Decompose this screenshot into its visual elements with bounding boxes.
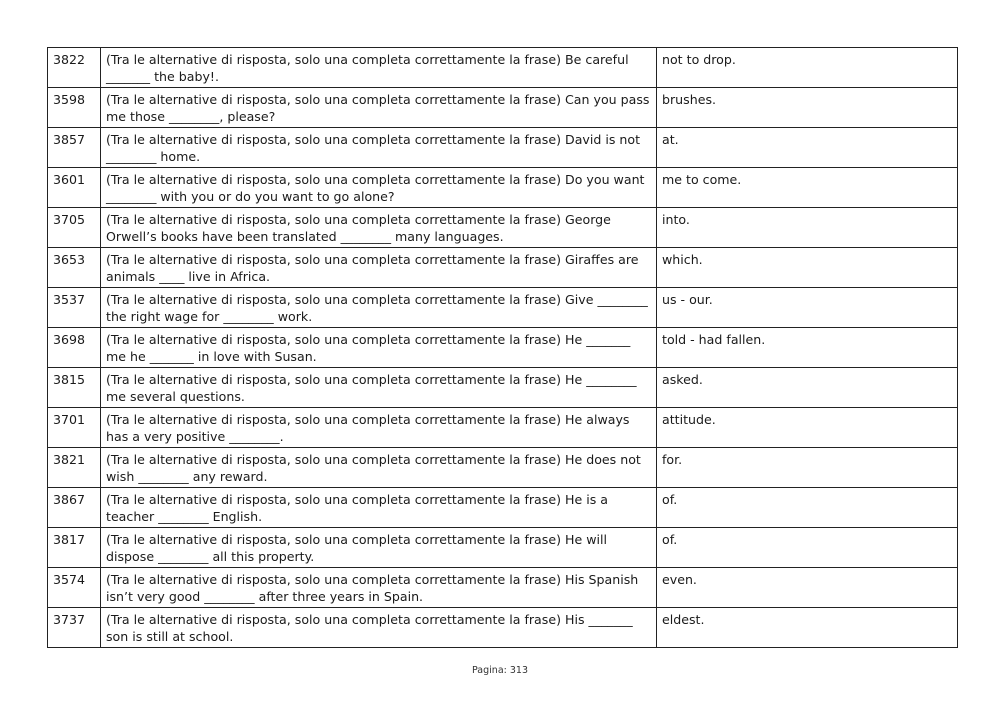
answer-cell: brushes. <box>657 88 958 128</box>
table-row <box>48 408 958 448</box>
question-text-cell: (Tra le alternative di risposta, solo una completa correttamente la frase) His Spanish isn’t very good ________ after three years in Spain. <box>101 568 657 608</box>
question-id-cell: 3574 <box>48 568 101 608</box>
question-id-cell: 3737 <box>48 608 101 648</box>
answer-cell: into. <box>657 208 958 248</box>
question-text-cell: (Tra le alternative di risposta, solo una completa correttamente la frase) He is a teacher ________ English. <box>101 488 657 528</box>
table-row <box>48 448 958 488</box>
question-id-cell: 3821 <box>48 448 101 488</box>
page-number: Pagina: 313 <box>472 665 528 676</box>
quiz-table <box>47 47 958 648</box>
question-text-cell: (Tra le alternative di risposta, solo una completa correttamente la frase) George Orwell’s books have been translated ________ many languages. <box>101 208 657 248</box>
question-text-cell: (Tra le alternative di risposta, solo una completa correttamente la frase) He does not wish ________ any reward. <box>101 448 657 488</box>
table-row <box>48 88 958 128</box>
answer-cell: of. <box>657 488 958 528</box>
table-row <box>48 168 958 208</box>
answer-cell: not to drop. <box>657 48 958 88</box>
question-text-cell: (Tra le alternative di risposta, solo una completa correttamente la frase) He ________ me several questions. <box>101 368 657 408</box>
question-text-cell: (Tra le alternative di risposta, solo una completa correttamente la frase) Give ________ the right wage for ________ work. <box>101 288 657 328</box>
answer-cell: eldest. <box>657 608 958 648</box>
question-text-cell: (Tra le alternative di risposta, solo una completa correttamente la frase) He always has a very positive ________. <box>101 408 657 448</box>
question-text-cell: (Tra le alternative di risposta, solo una completa correttamente la frase) Be careful _______ the baby!. <box>101 48 657 88</box>
question-text-cell: (Tra le alternative di risposta, solo una completa correttamente la frase) He _______ me he _______ in love with Susan. <box>101 328 657 368</box>
question-text-cell: (Tra le alternative di risposta, solo una completa correttamente la frase) Giraffes are animals ____ live in Africa. <box>101 248 657 288</box>
table-row <box>48 368 958 408</box>
table-row <box>48 248 958 288</box>
question-id-cell: 3537 <box>48 288 101 328</box>
answer-cell: which. <box>657 248 958 288</box>
answer-cell: attitude. <box>657 408 958 448</box>
question-id-cell: 3653 <box>48 248 101 288</box>
question-id-cell: 3601 <box>48 168 101 208</box>
answer-cell: of. <box>657 528 958 568</box>
quiz-table-body <box>48 48 958 648</box>
question-text-cell: (Tra le alternative di risposta, solo una completa correttamente la frase) He will dispose ________ all this property. <box>101 528 657 568</box>
table-row <box>48 328 958 368</box>
table-row <box>48 608 958 648</box>
question-id-cell: 3822 <box>48 48 101 88</box>
table-row <box>48 528 958 568</box>
table-row <box>48 568 958 608</box>
question-id-cell: 3867 <box>48 488 101 528</box>
question-text-cell: (Tra le alternative di risposta, solo una completa correttamente la frase) David is not ________ home. <box>101 128 657 168</box>
table-row <box>48 128 958 168</box>
answer-cell: told - had fallen. <box>657 328 958 368</box>
question-id-cell: 3701 <box>48 408 101 448</box>
answer-cell: for. <box>657 448 958 488</box>
table-row <box>48 48 958 88</box>
question-text-cell: (Tra le alternative di risposta, solo una completa correttamente la frase) Can you pass me those ________, please? <box>101 88 657 128</box>
answer-cell: me to come. <box>657 168 958 208</box>
question-text-cell: (Tra le alternative di risposta, solo una completa correttamente la frase) His _______ son is still at school. <box>101 608 657 648</box>
question-id-cell: 3817 <box>48 528 101 568</box>
table-row <box>48 288 958 328</box>
answer-cell: at. <box>657 128 958 168</box>
table-row <box>48 488 958 528</box>
question-id-cell: 3598 <box>48 88 101 128</box>
answer-cell: us - our. <box>657 288 958 328</box>
question-id-cell: 3698 <box>48 328 101 368</box>
table-row <box>48 208 958 248</box>
question-id-cell: 3705 <box>48 208 101 248</box>
question-id-cell: 3857 <box>48 128 101 168</box>
question-id-cell: 3815 <box>48 368 101 408</box>
answer-cell: even. <box>657 568 958 608</box>
answer-cell: asked. <box>657 368 958 408</box>
question-text-cell: (Tra le alternative di risposta, solo una completa correttamente la frase) Do you want ________ with you or do you want to go alone? <box>101 168 657 208</box>
